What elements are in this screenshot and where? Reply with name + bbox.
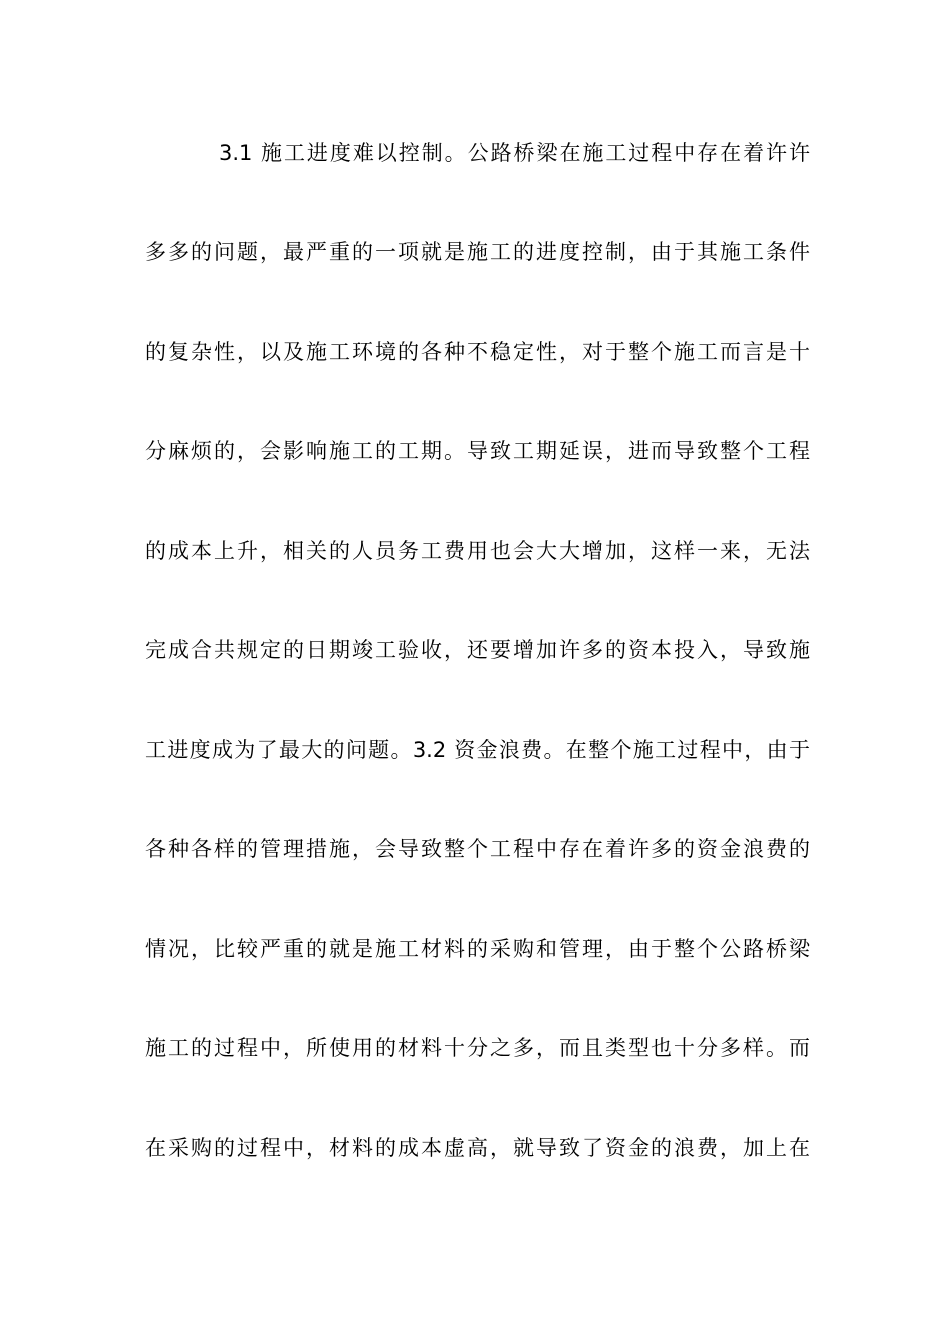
paragraph-line-4: 分麻烦的，会影响施工的工期。导致工期延误，进而导致整个工程	[145, 439, 810, 463]
paragraph-line-7: 工进度成为了最大的问题。3.2 资金浪费。在整个施工过程中，由于	[145, 738, 810, 762]
paragraph-line-3: 的复杂性，以及施工环境的各种不稳定性，对于整个施工而言是十	[145, 340, 810, 364]
paragraph-line-10: 施工的过程中，所使用的材料十分之多，而且类型也十分多样。而	[145, 1036, 810, 1060]
paragraph-line-9: 情况，比较严重的就是施工材料的采购和管理，由于整个公路桥梁	[145, 937, 810, 961]
paragraph-line-2: 多多的问题，最严重的一项就是施工的进度控制，由于其施工条件	[145, 240, 810, 264]
paragraph-line-1: 3.1 施工进度难以控制。公路桥梁在施工过程中存在着许许	[219, 141, 810, 165]
paragraph-line-8: 各种各样的管理措施，会导致整个工程中存在着许多的资金浪费的	[145, 837, 810, 861]
paragraph-line-11: 在采购的过程中，材料的成本虚高，就导致了资金的浪费，加上在	[145, 1136, 810, 1160]
paragraph-line-5: 的成本上升，相关的人员务工费用也会大大增加，这样一来，无法	[145, 539, 810, 563]
paragraph-line-6: 完成合共规定的日期竣工验收，还要增加许多的资本投入，导致施	[145, 638, 810, 662]
